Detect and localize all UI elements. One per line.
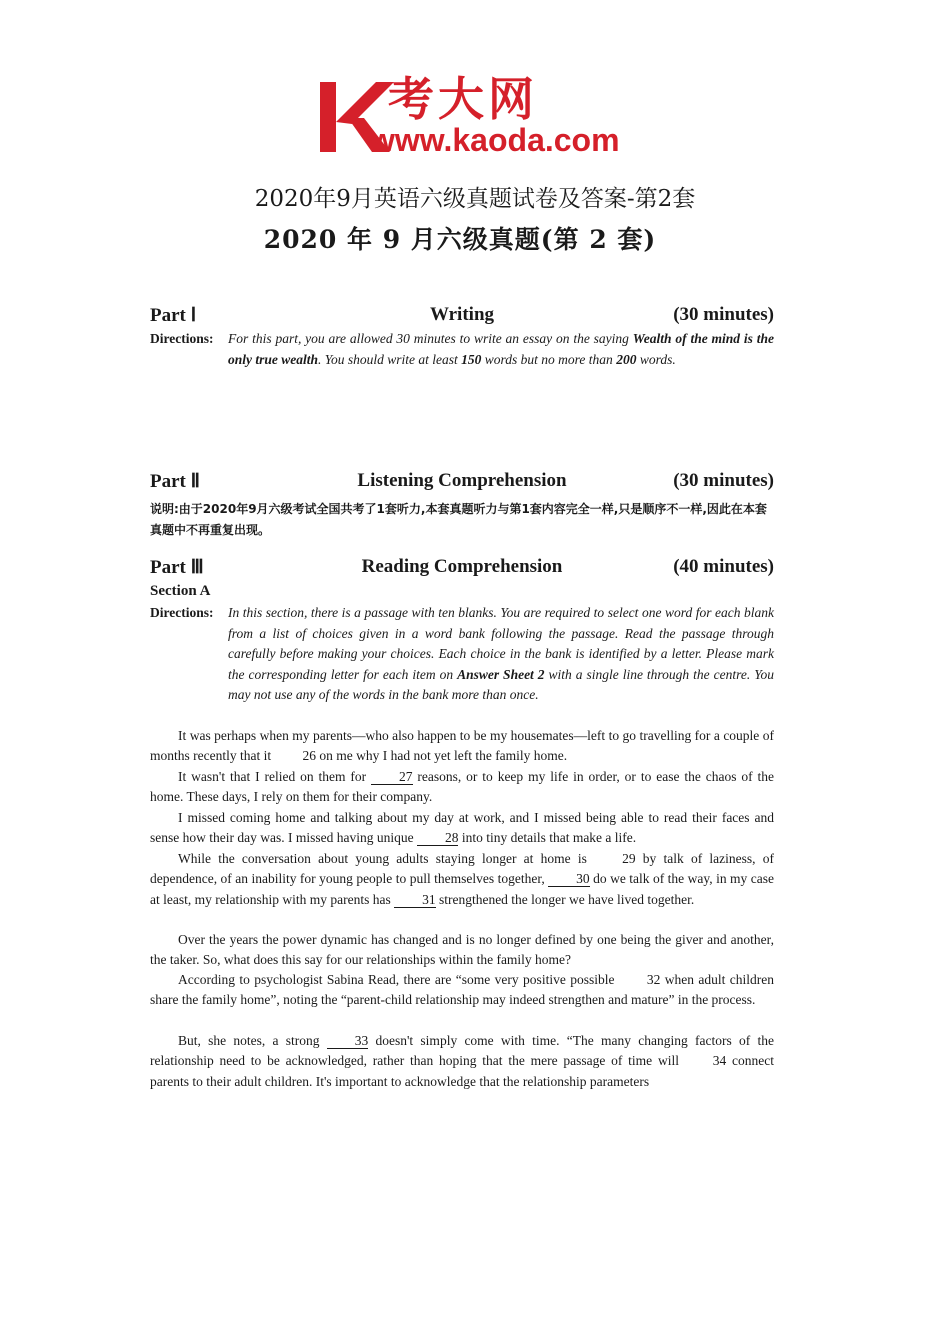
- passage-paragraph-4: [150, 849, 774, 910]
- paragraph-text: While the conversation about young adults staying longer at home is: [178, 851, 595, 866]
- paragraph-text: doesn't simply come with time. “The many changing factors of the relationship need to be acknowledged, rather than hoping that the mere passage of time will: [150, 1033, 774, 1069]
- section-a-label: Section A: [150, 583, 211, 599]
- directions-text: with a single line through the centre. You may not use any of the words in the bank more than once.: [228, 666, 774, 702]
- directions-text: . You should write at least: [318, 351, 462, 367]
- blank-31: 31: [394, 893, 436, 908]
- part-3-header: [150, 556, 774, 582]
- passage-paragraph-5: Over the years the power dynamic has changed and is no longer defined by one being the giver and another, the taker. So, what does this say for our relationships within the family home?: [150, 932, 774, 968]
- passage-paragraph-3: [150, 808, 774, 849]
- part-1-header: [150, 304, 774, 330]
- part-1-number: Part Ⅰ: [150, 305, 197, 326]
- part-1-name: Writing: [429, 304, 495, 325]
- passage-paragraph-1: [150, 726, 774, 767]
- answer-sheet-ref: Answer Sheet 2: [457, 666, 545, 682]
- part-2-note: 说明:由于2020年9月六级考试全国共考了1套听力,本套真题听力与第1套内容完全一样,只是顺序不一样,因此在本套真题中不再重复出现。: [150, 502, 767, 537]
- paragraph-text: According to psychologist Sabina Read, there are “some very positive possible: [178, 972, 619, 987]
- directions-text: words but no more than: [481, 351, 617, 367]
- part-3-directions: [228, 603, 774, 706]
- paragraph-text: It was perhaps when my parents—who also happen to be my housemates—left to go travelling for a couple of months recently that it: [150, 728, 774, 764]
- part-2-time: (30 minutes): [673, 470, 774, 491]
- directions-text: In this section, there is a passage with ten blanks. You are required to select one word for each blank from a list of choices given in a word bank following the passage. Read the passage through carefully before making your choices. Each choice in the bank is identified by a letter. Please mark the corresponding letter for each item on: [228, 605, 774, 682]
- part-3-directions-label: Directions:: [150, 605, 214, 620]
- essay-topic: Wealth of the mind is the only true wealth: [228, 331, 774, 367]
- blank-32: 32: [646, 972, 661, 987]
- paragraph-text: strengthened the longer we have lived together.: [435, 891, 695, 907]
- paragraph-text: reasons, or to keep my life in order, or to ease the chaos of the home. These days, I rely on them for their company.: [150, 769, 774, 805]
- part-1-time: (30 minutes): [673, 304, 774, 325]
- part-1-directions: [228, 329, 774, 370]
- blank-26: 26: [302, 748, 316, 764]
- blank-28: 28: [417, 831, 459, 846]
- blank-27: 27: [371, 770, 413, 785]
- passage-paragraph-7: [150, 1031, 774, 1092]
- blank-34: 34: [712, 1053, 727, 1069]
- part-3-time: (40 minutes): [673, 556, 774, 577]
- min-words: 150: [461, 351, 482, 367]
- passage-paragraph-2: [150, 767, 774, 808]
- part-2-header: [150, 470, 774, 496]
- kaoda-logo: [318, 72, 638, 158]
- paragraph-text: But, she notes, a strong: [178, 1033, 327, 1048]
- directions-text: words.: [636, 351, 676, 367]
- paragraph-text: I missed coming home and talking about my day at work, and I missed being able to read their faces and sense how their day was. I missed having unique: [150, 810, 774, 846]
- part-3-number: Part Ⅲ: [150, 557, 204, 578]
- logo-text-cn: 考大网: [388, 72, 538, 126]
- part-3-name: Reading Comprehension: [361, 556, 563, 577]
- paragraph-text: connect parents to their adult children. It's important to acknowledge that the relationship parameters: [150, 1053, 774, 1089]
- paragraph-text: do we talk of the way, in my case at least, my relationship with my parents has: [150, 871, 774, 907]
- blank-29: 29: [622, 851, 636, 866]
- paragraph-text: on me why I had not yet left the family home.: [315, 748, 568, 764]
- blank-33: 33: [327, 1034, 369, 1049]
- exam-title: 2020 年 9 月六级真题(第 2 套): [263, 225, 657, 254]
- paragraph-text: It wasn't that I relied on them for: [178, 769, 372, 784]
- part-1-directions-label: Directions:: [150, 331, 214, 346]
- logo-url: www.kaoda.com: [370, 122, 620, 158]
- blank-30: 30: [548, 872, 590, 887]
- directions-text: For this part, you are allowed 30 minutes to write an essay on the saying: [228, 331, 633, 346]
- passage-paragraph-6: [150, 970, 774, 1011]
- paragraph-text: by talk of laziness, of dependence, of an inability for young people to pull themselves together,: [150, 851, 774, 887]
- document-title: 2020年9月英语六级真题试卷及答案-第2套: [254, 186, 696, 212]
- part-2-name: Listening Comprehension: [357, 470, 567, 491]
- max-words: 200: [616, 351, 637, 367]
- part-2-number: Part Ⅱ: [150, 471, 200, 492]
- paragraph-text: into tiny details that make a life.: [458, 830, 637, 846]
- paragraph-text: when adult children share the family home”, noting the “parent-child relationship may indeed strengthen and mature” in the process.: [150, 972, 774, 1008]
